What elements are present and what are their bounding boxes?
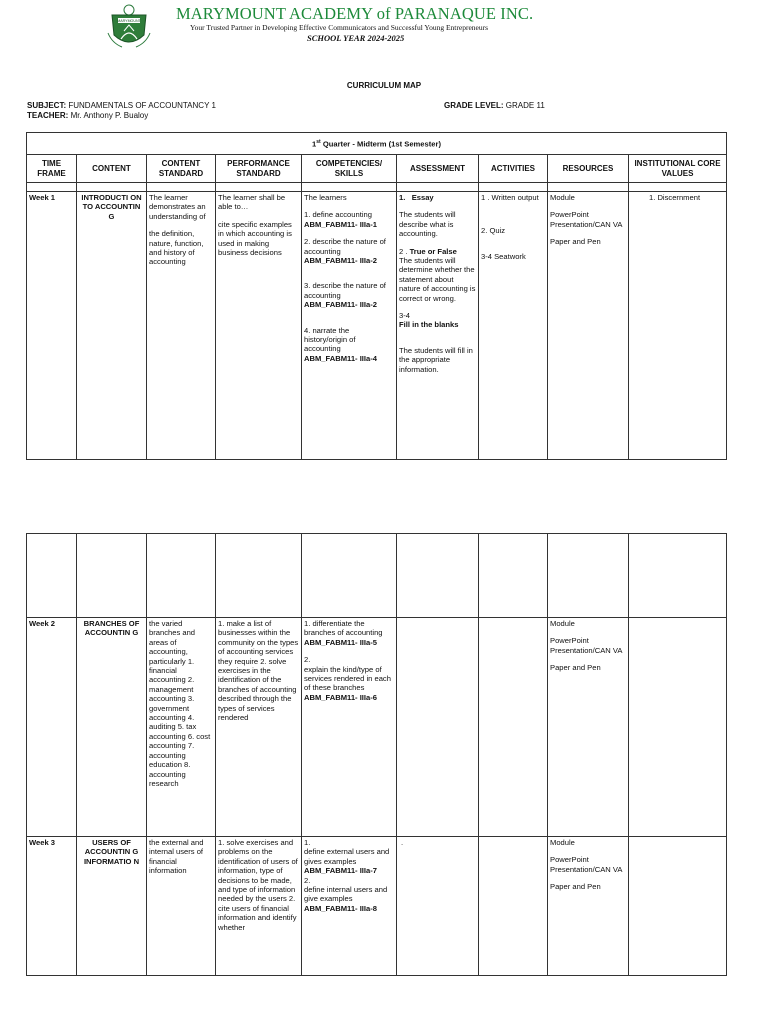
week-3-time: Week 3 bbox=[27, 837, 77, 976]
header-assessment: ASSESSMENT bbox=[397, 155, 479, 183]
week-1-assessment: 1. Essay The students will describe what is accounting. 2 . True or False The students will determine whether the statement about nature of accounting is correct or wrong. 3-4 Fill in the blanks The students will fill in the appropriate information. bbox=[397, 192, 479, 460]
week-1-content: INTRODUCTI ON TO ACCOUNTIN G bbox=[77, 192, 147, 460]
week-3-performance-standard: 1. solve exercises and problems on the identification of users of information, type of decisions to be made, and type of information needed by the users 2. cite users of financial information and identify whether bbox=[216, 837, 302, 976]
curriculum-table-2 bbox=[26, 533, 727, 976]
week-1-activities: 1 . Written output 2. Quiz 3-4 Seatwork bbox=[479, 192, 548, 460]
week-2-competencies: 1. differentiate the branches of accounting ABM_FABM11- IIIa-5 2. explain the kind/type of services rendered in each of these branches ABM_FABM11- IIIa-6 bbox=[302, 618, 397, 837]
table-row-week-1 bbox=[27, 192, 727, 460]
table-row-week-2 bbox=[27, 618, 727, 837]
school-tagline: Your Trusted Partner in Developing Effective Communicators and Successful Young Entrepreneurs bbox=[190, 23, 489, 32]
week-2-activities bbox=[479, 618, 548, 837]
week-3-core-values bbox=[629, 837, 727, 976]
week-3-content: USERS OF ACCOUNTIN G INFORMATIO N bbox=[77, 837, 147, 976]
grade-label: GRADE LEVEL: bbox=[444, 101, 504, 110]
teacher-line bbox=[27, 111, 148, 120]
week-2-content: BRANCHES OF ACCOUNTIN G bbox=[77, 618, 147, 837]
subject-value: FUNDAMENTALS OF ACCOUNTANCY 1 bbox=[68, 101, 216, 110]
grade-value: GRADE 11 bbox=[505, 101, 545, 110]
week-1-content-standard: The learner demonstrates an understanding of the definition, nature, function, and history of accounting bbox=[147, 192, 216, 460]
week-1-performance-standard: The learner shall be able to… cite specific examples in which accounting is used in making business decisions bbox=[216, 192, 302, 460]
header-content: CONTENT bbox=[77, 155, 147, 183]
week-2-assessment bbox=[397, 618, 479, 837]
header-competencies: COMPETENCIES/ SKILLS bbox=[302, 155, 397, 183]
week-1-resources: Module PowerPoint Presentation/CAN VA Paper and Pen bbox=[548, 192, 629, 460]
header-performance-standard: PERFORMANCE STANDARD bbox=[216, 155, 302, 183]
header-content-standard: CONTENT STANDARD bbox=[147, 155, 216, 183]
week-1-time: Week 1 bbox=[27, 192, 77, 460]
week-2-core-values bbox=[629, 618, 727, 837]
logo-text: MARYMOUNT bbox=[117, 19, 141, 23]
week-1-competencies: The learners 1. define accounting ABM_FABM11- IIIa-1 2. describe the nature of accounting ABM_FABM11- IIIa-2 3. describe the nature of accounting ABM_FABM11- IIIa-2 4. narrate the history/origin of accounting ABM_FABM11- IIIa-4 bbox=[302, 192, 397, 460]
school-year: SCHOOL YEAR 2024-2025 bbox=[307, 33, 405, 43]
week-2-resources: Module PowerPoint Presentation/CAN VA Paper and Pen bbox=[548, 618, 629, 837]
quarter-heading: 1st Quarter - Midterm (1st Semester) bbox=[27, 133, 727, 155]
week-3-assessment: . bbox=[397, 837, 479, 976]
week-3-content-standard: the external and internal users of financial information bbox=[147, 837, 216, 976]
table-row-week-3 bbox=[27, 837, 727, 976]
table-row-empty bbox=[27, 534, 727, 618]
school-name: MARYMOUNT ACADEMY of PARANAQUE INC. bbox=[176, 4, 534, 23]
week-2-content-standard: the varied branches and areas of accounting, particularly 1. financial accounting 2. management accounting 3. government accounting 4. auditing 5. tax accounting 6. cost accounting 7. accounting education 8. accounting research bbox=[147, 618, 216, 837]
grade-line bbox=[444, 101, 545, 110]
header-core-values: INSTITUTIONAL CORE VALUES bbox=[629, 155, 727, 183]
week-3-activities bbox=[479, 837, 548, 976]
week-2-performance-standard: 1. make a list of businesses within the community on the types of accounting services they require 2. solve exercises in the identification of the branches of accounting described through the types of services rendered bbox=[216, 618, 302, 837]
subject-line bbox=[27, 101, 216, 110]
header-time-frame: TIME FRAME bbox=[27, 155, 77, 183]
week-1-core-values: 1. Discernment bbox=[629, 192, 727, 460]
document-title: CURRICULUM MAP bbox=[346, 81, 422, 90]
subject-label: SUBJECT: bbox=[27, 101, 67, 110]
week-3-competencies: 1. define external users and gives examples ABM_FABM11- IIIa-7 2. define internal users and give examples ABM_FABM11- IIIa-8 bbox=[302, 837, 397, 976]
curriculum-table-1 bbox=[26, 132, 727, 460]
week-3-resources: Module PowerPoint Presentation/CAN VA Paper and Pen bbox=[548, 837, 629, 976]
teacher-label: TEACHER: bbox=[27, 111, 69, 120]
header-activities: ACTIVITIES bbox=[479, 155, 548, 183]
week-2-time: Week 2 bbox=[27, 618, 77, 837]
header-resources: RESOURCES bbox=[548, 155, 629, 183]
school-logo bbox=[104, 3, 154, 51]
teacher-value: Mr. Anthony P. Bualoy bbox=[70, 111, 149, 120]
